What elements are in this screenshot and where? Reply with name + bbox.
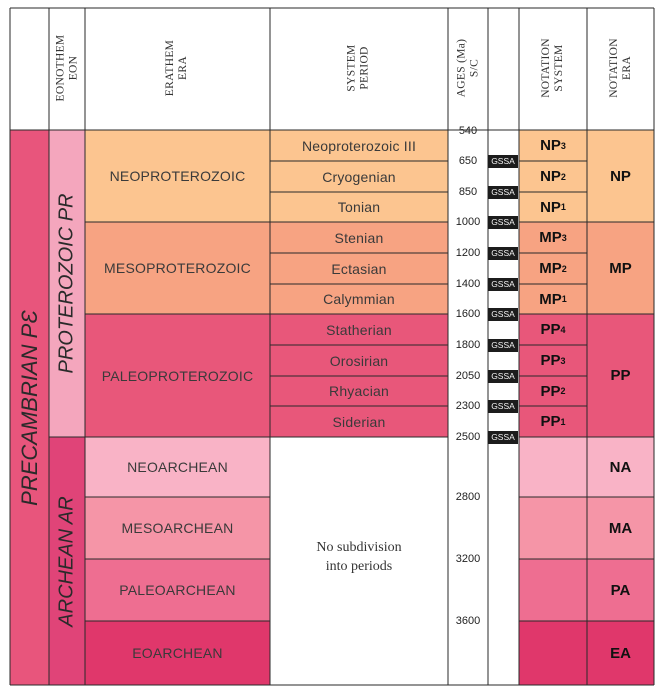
notation-era-ea: EA [610, 644, 631, 662]
period-neoproterozoic-iii: Neoproterozoic III [301, 137, 417, 154]
era-mesoproterozoic: MESOPROTEROZOIC [104, 260, 251, 276]
period-statherian: Statherian [326, 321, 392, 338]
notation-era-pp: PP [610, 367, 631, 384]
gssa-badge: GSSA [488, 400, 518, 413]
era-paleoproterozoic: PALEOPROTEROZOIC [101, 367, 254, 384]
header-ages: AGES (Ma) S/C [455, 38, 481, 98]
gssa-badge: GSSA [488, 278, 518, 291]
gssa-badge: GSSA [488, 431, 518, 444]
notation-mp2: MP 2 [539, 260, 567, 277]
notation-np1: NP 1 [540, 198, 566, 216]
gssa-badge: GSSA [488, 308, 518, 321]
era-eoarchean: EOARCHEAN [132, 645, 223, 661]
era-neoproterozoic: NEOPROTEROZOIC [109, 168, 246, 184]
notation-era-ma: MA [608, 519, 633, 537]
gssa-badge: GSSA [488, 370, 518, 383]
age-1000: 1000 [455, 216, 481, 228]
notation-era-mp: MP [609, 259, 632, 277]
notation-pp4: PP 4 [540, 321, 566, 338]
age-3200: 3200 [455, 553, 481, 565]
period-orosirian: Orosirian [329, 352, 389, 369]
age-850: 850 [458, 186, 478, 198]
notation-pp3: PP 3 [540, 352, 566, 369]
notation-pp1: PP 1 [540, 413, 566, 430]
period-ectasian: Ectasian [331, 260, 387, 277]
age-1800: 1800 [455, 339, 481, 351]
gssa-badge: GSSA [488, 247, 518, 260]
era-paleoarchean: PALEOARCHEAN [119, 582, 236, 598]
header-erathem: ERATHEM ERA [164, 39, 190, 97]
age-2050: 2050 [455, 370, 481, 382]
notation-np2: NP 2 [540, 168, 566, 185]
header-notation-system: NOTATION SYSTEM [539, 38, 565, 98]
notation-era-pa: PA [610, 581, 631, 599]
period-siderian: Siderian [332, 413, 386, 430]
notation-era-np: NP [610, 167, 631, 185]
age-2500: 2500 [455, 431, 481, 443]
header-eonothem: EONOTHEM EON [54, 34, 80, 102]
gssa-badge: GSSA [488, 216, 518, 229]
precambrian-label: PRECAMBRIAN PƐ [16, 309, 42, 506]
period-tonian: Tonian [337, 199, 381, 215]
period-cryogenian: Cryogenian [322, 168, 396, 185]
age-2300: 2300 [455, 400, 481, 412]
age-2800: 2800 [455, 491, 481, 503]
period-stenian: Stenian [334, 229, 384, 246]
notation-mp3: MP 3 [539, 229, 567, 246]
gssa-badge: GSSA [488, 155, 518, 168]
age-1200: 1200 [455, 247, 481, 259]
notation-pp2: PP 2 [540, 382, 566, 400]
header-notation-era: NOTATION ERA [607, 38, 633, 98]
notation-era-na: NA [609, 458, 632, 476]
period-rhyacian: Rhyacian [329, 383, 389, 399]
era-neoarchean: NEOARCHEAN [127, 459, 228, 475]
no-subdivision-note: No subdivision into periods [316, 540, 402, 574]
age-540: 540 [458, 125, 478, 137]
age-650: 650 [458, 155, 478, 167]
era-mesoarchean: MESOARCHEAN [121, 520, 234, 536]
age-1400: 1400 [455, 278, 481, 290]
notation-np3: NP 3 [540, 137, 566, 154]
proterozoic-label: PROTEROZOIC PR [55, 193, 78, 374]
age-3600: 3600 [455, 615, 481, 627]
header-system: SYSTEM PERIOD [345, 44, 371, 92]
gssa-badge: GSSA [488, 339, 518, 352]
period-calymmian: Calymmian [323, 291, 395, 307]
archean-label: ARCHEAN AR [55, 495, 78, 627]
age-1600: 1600 [455, 308, 481, 320]
gssa-badge: GSSA [488, 186, 518, 199]
notation-mp1: MP 1 [539, 290, 567, 308]
